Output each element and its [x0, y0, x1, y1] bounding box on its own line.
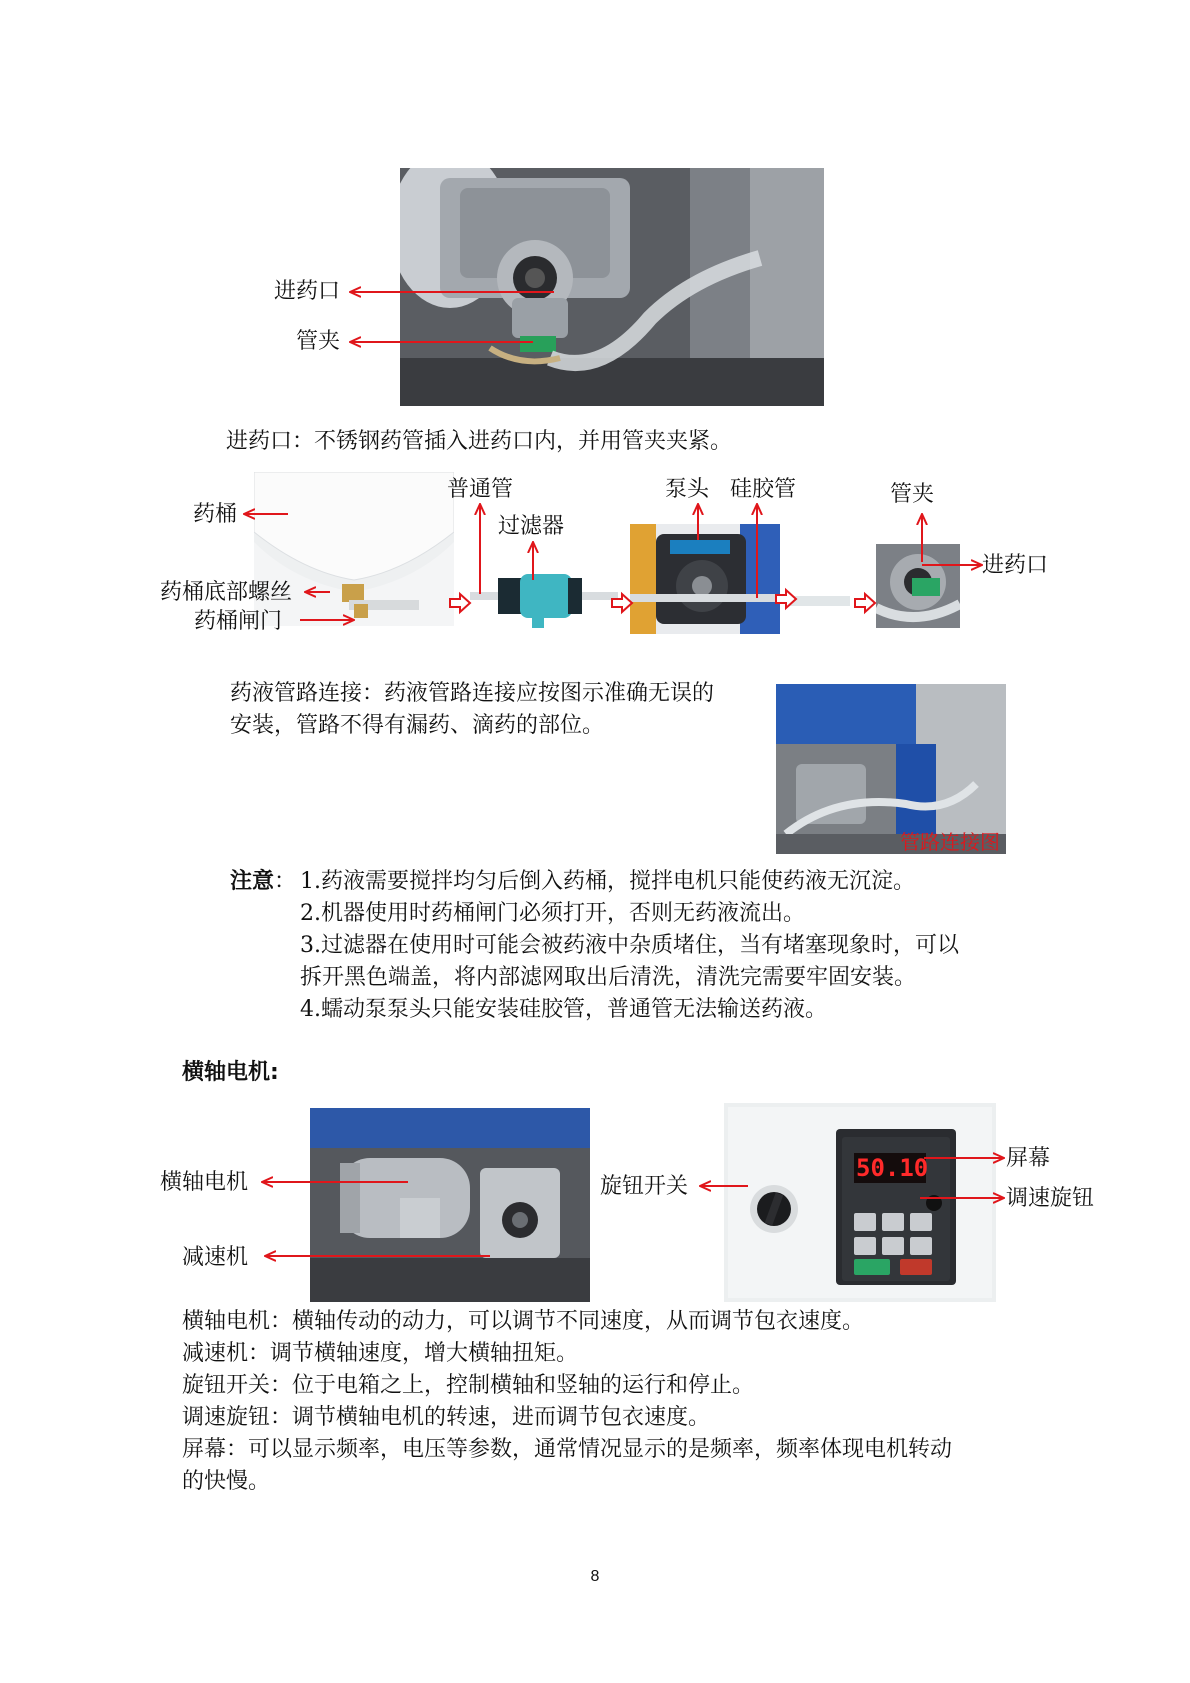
label-clamp: 管夹 — [296, 329, 341, 354]
label-tank-thread: 药桶底部螺丝 — [160, 580, 293, 605]
pump-photo — [630, 524, 780, 634]
motor-desc-2: 减速机：调节横轴速度，增大横轴扭矩。 — [182, 1341, 579, 1366]
inlet-caption: 进药口：不锈钢药管插入进药口内，并用管夹夹紧。 — [226, 429, 733, 454]
connection-line-1: 药液管路连接：药液管路连接应按图示准确无误的 — [230, 681, 715, 706]
inlet-photo — [400, 168, 824, 406]
note-1: 1.药液需要搅拌均匀后倒入药桶，搅拌电机只能使药液无沉淀。 — [300, 869, 915, 894]
filter-photo — [470, 560, 618, 630]
motor-desc-4: 调速旋钮：调节横轴电机的转速，进而调节包衣速度。 — [182, 1405, 711, 1430]
label-pipeline-clamp: 管夹 — [890, 482, 935, 507]
label-pump-head: 泵头 — [665, 477, 710, 502]
label-filter: 过滤器 — [498, 514, 565, 539]
note-3a: 3.过滤器在使用时可能会被药液中杂质堵住，当有堵塞现象时，可以 — [300, 933, 959, 958]
notes-heading — [230, 866, 296, 898]
silicone-tube-photo — [790, 590, 850, 612]
note-2: 2.机器使用时药桶闸门必须打开，否则无药液流出。 — [300, 901, 805, 926]
pipe-segment — [454, 590, 466, 606]
label-tank-valve: 药桶闸门 — [194, 609, 283, 634]
connection-photo-caption: 管路连接图 — [900, 830, 1000, 854]
label-knob-switch: 旋钮开关 — [600, 1174, 689, 1199]
notes-heading-colon: ： — [274, 869, 297, 894]
connection-line-2: 安装，管路不得有漏药、滴药的部位。 — [230, 713, 605, 738]
label-motor: 横轴电机 — [160, 1170, 249, 1195]
label-pipeline-inlet: 进药口 — [982, 553, 1049, 578]
motor-desc-1: 横轴电机：横轴传动的动力，可以调节不同速度，从而调节包衣速度。 — [182, 1309, 865, 1334]
motor-section-heading: 横轴电机: — [182, 1060, 279, 1085]
page-number: 8 — [590, 1568, 600, 1585]
motor-desc-5a: 屏幕：可以显示频率，电压等参数，通常情况显示的是频率，频率体现电机转动 — [182, 1437, 953, 1462]
label-speed-knob: 调速旋钮 — [1006, 1186, 1095, 1211]
control-panel-photo — [724, 1103, 996, 1302]
label-normal-tube: 普通管 — [447, 477, 514, 502]
label-tank: 药桶 — [193, 502, 238, 527]
label-silicone-tube: 硅胶管 — [730, 477, 797, 502]
motor-desc-3: 旋钮开关：位于电箱之上，控制横轴和竖轴的运行和停止。 — [182, 1373, 755, 1398]
motor-photo — [310, 1108, 590, 1302]
frequency-display: 50.10 — [856, 1154, 929, 1182]
label-reducer: 减速机 — [182, 1245, 249, 1270]
inlet-small-photo — [876, 544, 960, 628]
motor-desc-5b: 的快慢。 — [182, 1469, 271, 1494]
note-4: 4.蠕动泵泵头只能安装硅胶管，普通管无法输送药液。 — [300, 997, 827, 1022]
label-inlet: 进药口 — [274, 279, 341, 304]
note-3b: 拆开黑色端盖，将内部滤网取出后清洗，清洗完需要牢固安装。 — [300, 965, 917, 990]
label-screen: 屏幕 — [1006, 1146, 1051, 1171]
notes-heading-text: 注意 — [230, 869, 275, 894]
